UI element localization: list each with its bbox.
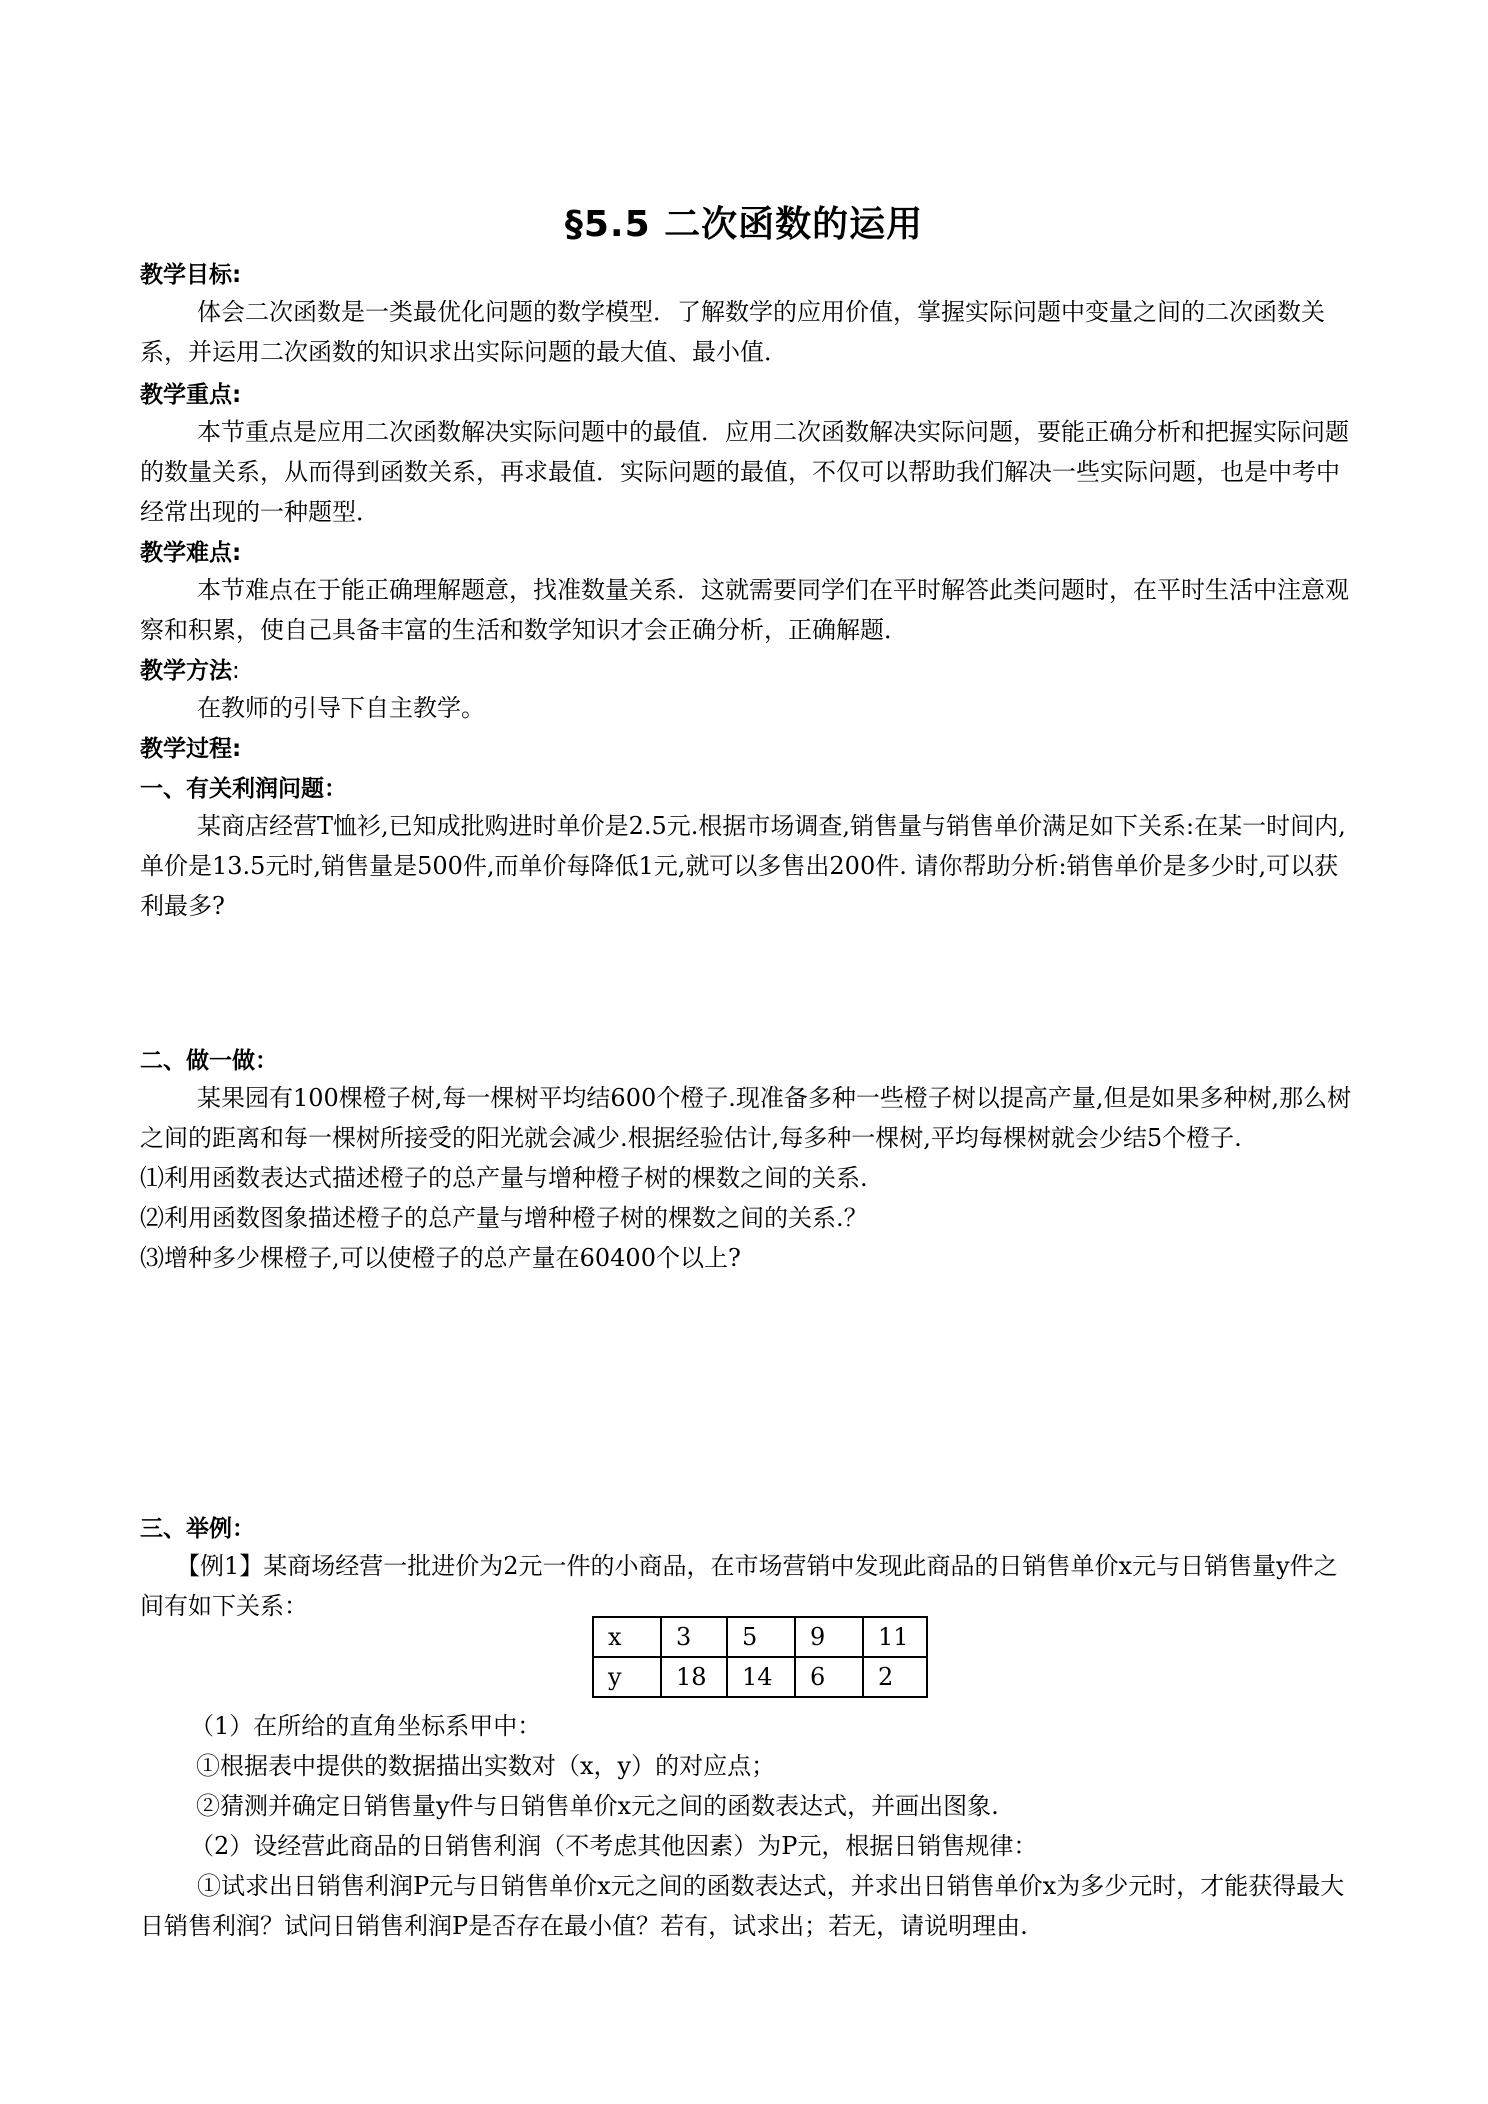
method-colon: :: [232, 658, 240, 684]
table-cell: 2: [863, 1657, 927, 1697]
example1-part-1b: ②猜测并确定日销售量y件与日销售单价x元之间的函数表达式，并画出图象.: [196, 1792, 999, 1820]
table-row-x: [593, 1617, 927, 1657]
example1-part-2a: ①试求出日销售利润P元与日销售单价x元之间的函数表达式，并求出日销售单价x为多少元时，才能获得最大日销售利润？试问日销售利润P是否存在最小值？若有，试求出；若无，请说明理由.: [140, 1872, 1345, 1940]
section2-question-2: ⑵利用函数图象描述橙子的总产量与增种橙子树的棵数之间的关系.？: [140, 1204, 868, 1232]
example1-part-1: （1）在所给的直角坐标系甲中：: [190, 1712, 542, 1740]
table-cell: x: [593, 1617, 661, 1657]
table-cell: 5: [727, 1617, 795, 1657]
table-cell: 18: [661, 1657, 727, 1697]
key-heading: 教学重点:: [140, 382, 242, 408]
section3-heading: 三、举例：: [140, 1516, 255, 1542]
method-heading: 教学方法: [140, 658, 232, 684]
difficulty-text: 本节难点在于能正确理解题意，找准数量关系．这就需要同学们在平时解答此类问题时，在平时生活中注意观察和积累，使自己具备丰富的生活和数学知识才会正确分析，正确解题．: [140, 576, 1349, 644]
table-cell: 6: [795, 1657, 863, 1697]
section1-text: 某商店经营T恤衫,已知成批购进时单价是2.5元.根据市场调查,销售量与销售单价满足如下关系:在某一时间内,单价是13.5元时,销售量是500件,而单价每降低1元,就可以多售出200件. 请你帮助分析:销售单价是多少时,可以获利最多?: [140, 812, 1346, 920]
goals-text: 体会二次函数是一类最优化问题的数学模型．了解数学的应用价值，掌握实际问题中变量之间的二次函数关系，并运用二次函数的知识求出实际问题的最大值、最小值．: [140, 298, 1325, 366]
section2-heading: 二、做一做：: [140, 1048, 278, 1074]
section1-heading: 一、有关利润问题：: [140, 776, 347, 802]
process-section: [140, 732, 1360, 766]
section-3: [140, 1512, 1360, 1626]
method-text: 在教师的引导下自主教学。: [197, 694, 485, 722]
section2-text: 某果园有100棵橙子树,每一棵树平均结600个橙子.现准备多种一些橙子树以提高产量,但是如果多种树,那么树之间的距离和每一棵树所接受的阳光就会减少.根据经验估计,每多种一棵树,平均每棵树就会少结5个橙子.: [140, 1084, 1352, 1152]
table-cell: 14: [727, 1657, 795, 1697]
difficulty-section: [140, 536, 1360, 650]
method-section: [140, 654, 1360, 728]
example1-parts: [140, 1706, 1360, 1946]
section-2: [140, 1044, 1360, 1278]
process-heading: 教学过程:: [140, 736, 242, 762]
difficulty-heading: 教学难点:: [140, 540, 242, 566]
example1-part-2: （2）设经营此商品的日销售利润（不考虑其他因素）为P元，根据日销售规律：: [190, 1832, 1038, 1860]
table-cell: 11: [863, 1617, 927, 1657]
key-section: [140, 378, 1360, 532]
goals-heading: 教学目标:: [140, 262, 242, 288]
key-text: 本节重点是应用二次函数解决实际问题中的最值．应用二次函数解决实际问题，要能正确分析和把握实际问题的数量关系，从而得到函数关系，再求最值．实际问题的最值，不仅可以帮助我们解决一些实际问题，也是中考中经常出现的一种题型．: [140, 418, 1349, 526]
section2-question-3: ⑶增种多少棵橙子,可以使橙子的总产量在60400个以上?: [140, 1244, 741, 1272]
goals-section: [140, 258, 1360, 372]
section2-question-1: ⑴利用函数表达式描述橙子的总产量与增种橙子树的棵数之间的关系.: [140, 1164, 868, 1192]
table-cell: y: [593, 1657, 661, 1697]
xy-data-table: [592, 1616, 928, 1698]
table-row-y: [593, 1657, 927, 1697]
example1-text: 【例1】某商场经营一批进价为2元一件的小商品，在市场营销中发现此商品的日销售单价x元与日销售量y件之间有如下关系：: [140, 1552, 1338, 1620]
example1-part-1a: ①根据表中提供的数据描出实数对（x，y）的对应点；: [196, 1752, 776, 1780]
section-1: [140, 772, 1360, 926]
table-cell: 9: [795, 1617, 863, 1657]
page-title: §5.5 二次函数的运用: [564, 204, 924, 245]
table-cell: 3: [661, 1617, 727, 1657]
